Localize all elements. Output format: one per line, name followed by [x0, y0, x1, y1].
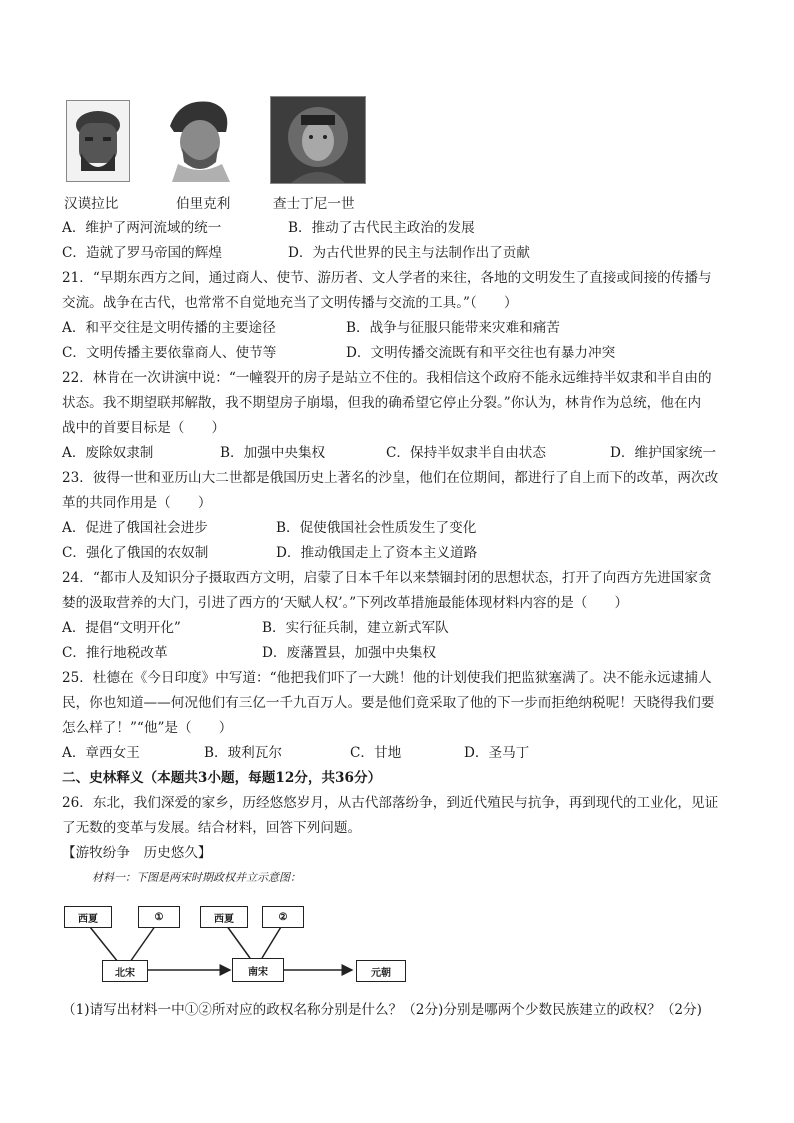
q23-option-a: A．促进了俄国社会进步	[62, 520, 208, 536]
q23-option-b: B．促使俄国社会性质发生了变化	[276, 520, 477, 536]
material-1-caption: 材料一：下图是两宋时期政权并立示意图：	[92, 871, 301, 884]
q25-option-d: D．圣马丁	[464, 745, 530, 761]
pericles-bust-icon	[160, 96, 240, 182]
q21-option-c: C．文明传播主要依靠商人、使节等	[62, 345, 277, 361]
diagram-box-yuan: 元朝	[356, 960, 406, 982]
q25-option-c: C．甘地	[350, 745, 402, 761]
q25-stem-line-2: 民，你也知道——何况他们有三亿一千九百万人。要是他们竟采取了他的下一步而拒绝纳税呢！天晓得我们要	[62, 695, 715, 711]
q20-option-c: C．造就了罗马帝国的辉煌	[62, 245, 222, 261]
diagram-box-south-song: 南宋	[232, 958, 284, 982]
justinian-mosaic-icon	[271, 97, 365, 183]
hammurabi-bust-icon	[67, 101, 129, 181]
q21-option-d: D．文明传播交流既有和平交往也有暴力冲突	[346, 345, 616, 361]
q21-stem-line-2: 交流。战争在古代，也常常不自觉地充当了文明传播与交流的工具。”（ ）	[62, 295, 518, 311]
q26-stem-line-2: 了无数的变革与发展。结合材料，回答下列问题。	[62, 820, 362, 836]
q24-option-c: C．推行地税改革	[62, 645, 168, 661]
q25-option-a: A．章西女王	[62, 745, 140, 761]
q21-option-b: B．战争与征服只能带来灾难和痛苦	[346, 320, 560, 336]
q26-subheading: 【游牧纷争 历史悠久】	[62, 845, 212, 861]
q22-stem-line-3: 战中的首要目标是（ ）	[62, 420, 226, 436]
q23-stem-line-1: 23．彼得一世和亚历山大二世都是俄国历史上著名的沙皇，他们在位期间，都进行了自上而下的改革，两次改	[62, 470, 719, 486]
diagram-box-xixia-2: 西夏	[200, 906, 248, 928]
pericles-portrait	[160, 96, 240, 182]
q22-option-c: C．保持半奴隶半自由状态	[386, 445, 546, 461]
q21-stem-line-1: 21．“早期东西方之间，通过商人、使节、游历者、文人学者的来往，各地的文明发生了直接或间接的传播与	[62, 270, 712, 286]
q22-option-b: B．加强中央集权	[220, 445, 326, 461]
q25-option-b: B．玻利瓦尔	[204, 745, 282, 761]
diagram-box-xixia-1: 西夏	[64, 906, 112, 928]
q24-stem-line-1: 24．“都市人及知识分子摄取西方文明，启蒙了日本千年以来禁锢封闭的思想状态，打开了向西方先进国家贪	[62, 570, 712, 586]
q26-subquestion-1: （1)请写出材料一中①②所对应的政权名称分别是什么？（2分)分别是哪两个少数民族建立的政权？（2分)	[62, 1002, 702, 1018]
diagram-box-blank-2: ②	[262, 906, 304, 928]
caption-justinian: 查士丁尼一世	[273, 196, 355, 212]
q20-option-a: A．维护了两河流域的统一	[62, 220, 222, 236]
q23-stem-line-2: 革的共同作用是（ ）	[62, 495, 212, 511]
q22-stem-line-1: 22．林肯在一次讲演中说：“一幢裂开的房子是站立不住的。我相信这个政府不能永远维持半奴隶和半自由的	[62, 370, 712, 386]
q22-option-a: A．废除奴隶制	[62, 445, 154, 461]
q22-stem-line-2: 状态。我不期望联邦解散，我不期望房子崩塌，但我的确希望它停止分裂。”你认为，林肯作为总统，他在内	[62, 395, 702, 411]
q21-option-a: A．和平交往是文明传播的主要途径	[62, 320, 276, 336]
q22-option-d: D．维护国家统一	[610, 445, 717, 461]
q20-option-d: D．为古代世界的民主与法制作出了贡献	[288, 245, 530, 261]
q23-option-d: D．推动俄国走上了资本主义道路	[276, 545, 478, 561]
caption-hammurabi: 汉谟拉比	[64, 196, 119, 212]
q26-stem-line-1: 26．东北，我们深爱的家乡，历经悠悠岁月，从古代部落纷争，到近代殖民与抗争，再到现代的工业化，见证	[62, 795, 719, 811]
q25-stem-line-3: 怎么样了！”“他”是（ ）	[62, 720, 233, 736]
hammurabi-portrait	[66, 100, 130, 182]
q24-option-b: B．实行征兵制，建立新式军队	[262, 620, 449, 636]
q23-option-c: C．强化了俄国的农奴制	[62, 545, 209, 561]
q24-option-d: D．废藩置县，加强中央集权	[262, 645, 437, 661]
section-2-title: 二、史林释义（本题共3小题，每题12分，共36分）	[62, 770, 382, 786]
diagram-box-blank-1: ①	[138, 906, 180, 928]
q24-option-a: A．提倡“文明开化”	[62, 620, 181, 636]
q24-stem-line-2: 婪的汲取营养的大门，引进了西方的‘天赋人权’。”下列改革措施最能体现材料内容的是（ ）	[62, 595, 629, 611]
q20-option-b: B．推动了古代民主政治的发展	[288, 220, 475, 236]
caption-pericles: 伯里克利	[176, 196, 231, 212]
q25-stem-line-1: 25．杜德在《今日印度》中写道：“他把我们吓了一大跳！他的计划使我们把监狱塞满了。决不能永远逮捕人	[62, 670, 712, 686]
justinian-portrait	[270, 96, 366, 184]
diagram-box-north-song: 北宋	[102, 960, 148, 982]
